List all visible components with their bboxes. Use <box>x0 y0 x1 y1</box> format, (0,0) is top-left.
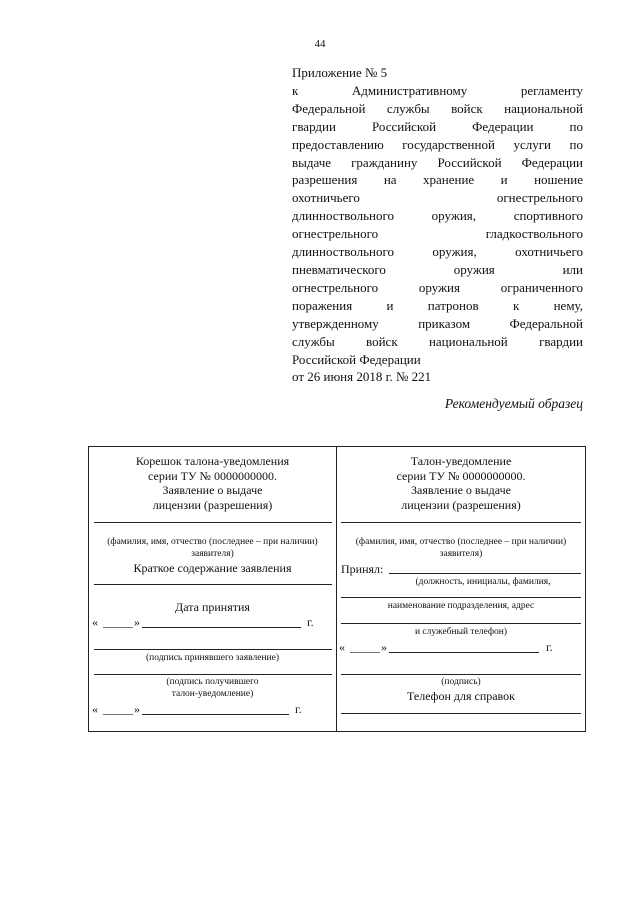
left-fio-caption <box>89 537 336 560</box>
appendix-line: выдаче гражданину Российской Федерации <box>292 154 583 170</box>
appendix-line: гвардии Российской Федерации по <box>292 118 583 134</box>
right-title-line: Талон-уведомление <box>410 454 512 468</box>
left-summary-label: Краткое содержание заявления <box>133 561 292 575</box>
right-phone-line[interactable] <box>341 713 581 714</box>
right-division-caption: наименование подразделения, адрес <box>387 601 535 611</box>
right-phone-label: Телефон для справок <box>407 689 515 703</box>
left-date-open: « <box>92 615 98 629</box>
left-date2-close: » <box>134 702 140 716</box>
left-sign-caption: (подпись принявшего заявление) <box>145 653 280 663</box>
right-accepted-label: Принял: <box>341 562 384 576</box>
left-date-label: Дата принятия <box>175 600 250 614</box>
caption-line: (фамилия, имя, отчество (последнее – при наличии) <box>107 537 318 547</box>
right-title <box>337 454 585 512</box>
left-summary-line[interactable] <box>94 584 332 585</box>
left-title <box>89 454 336 512</box>
right-date-year: г. <box>546 640 553 654</box>
page-number: 44 <box>314 38 326 50</box>
appendix-line: огнестрельного гладкоствольного <box>292 226 583 242</box>
caption-line: заявителя) <box>439 548 483 559</box>
right-date-month-line[interactable] <box>389 652 539 653</box>
left-date2-day[interactable]: _____ <box>103 702 133 716</box>
right-title-line: лицензии (разрешения) <box>401 497 521 512</box>
recommended-sample-label: Рекомендуемый образец <box>444 396 583 411</box>
left-date2-month-line[interactable] <box>142 714 289 715</box>
right-fio-caption <box>337 537 585 560</box>
appendix-line: Федеральной службы войск национальной <box>292 100 583 116</box>
appendix-line: охотничьего огнестрельного <box>292 190 583 206</box>
appendix-line: от 26 июня 2018 г. № 221 <box>292 369 432 385</box>
left-title-line: серии ТУ № 0000000000. <box>148 468 277 483</box>
right-sign-line[interactable] <box>341 674 581 675</box>
left-date2-open: « <box>92 702 98 716</box>
right-title-line: серии ТУ № 0000000000. <box>396 468 526 483</box>
appendix-line: службы войск национальной гвардии <box>292 333 583 349</box>
caption-line: (фамилия, имя, отчество (последнее – при наличии) <box>355 537 567 547</box>
appendix-line: пневматического оружия или <box>292 261 583 277</box>
left-date-month-line[interactable] <box>142 627 301 628</box>
caption-line: заявителя) <box>191 548 234 559</box>
right-title-line: Заявление о выдаче <box>411 483 511 498</box>
left-date-day[interactable]: _____ <box>103 615 133 629</box>
left-title-line: Корешок талона-уведомления <box>135 454 290 468</box>
left-date-year: г. <box>307 615 314 629</box>
left-title-line: лицензии (разрешения) <box>152 497 273 512</box>
right-position-line[interactable] <box>341 597 581 598</box>
appendix-line: предоставлению государственной услуги по <box>292 136 583 152</box>
appendix-line: длинноствольного оружия, спортивного <box>292 208 583 224</box>
appendix-line: утвержденному приказом Федеральной <box>292 315 583 331</box>
caption-line: талон-уведомление) <box>171 688 254 699</box>
left-title-line: Заявление о выдаче <box>162 483 263 498</box>
appendix-line: поражения и патронов к нему, <box>292 297 583 313</box>
left-sign-line[interactable] <box>94 649 332 650</box>
appendix-line: Российской Федерации <box>292 351 421 367</box>
right-division-line[interactable] <box>341 623 581 624</box>
appendix-line: разрешения на хранение и ношение <box>292 172 583 188</box>
caption-line: (подпись получившего <box>166 677 259 687</box>
appendix-line: Приложение № 5 <box>292 65 388 80</box>
appendix-line: огнестрельного оружия ограниченного <box>292 279 583 295</box>
left-date2-year: г. <box>295 702 302 716</box>
right-position-caption: (должность, инициалы, фамилия, <box>415 577 551 587</box>
right-date-open: « <box>339 640 345 654</box>
right-phone-caption: и служебный телефон) <box>414 627 508 637</box>
right-sign-caption: (подпись) <box>441 677 481 687</box>
right-accepted-line[interactable] <box>389 573 581 574</box>
appendix-header <box>292 64 583 386</box>
appendix-line: к Административному регламенту <box>292 82 583 98</box>
right-date-day[interactable]: _____ <box>350 640 380 654</box>
left-date-close: » <box>134 615 140 629</box>
appendix-line: длинноствольного оружия, охотничьего <box>292 244 583 260</box>
right-fio-line[interactable] <box>341 522 581 523</box>
left-fio-line[interactable] <box>94 522 332 523</box>
left-receiver-line[interactable] <box>94 674 332 675</box>
right-date-close: » <box>381 640 387 654</box>
left-receiver-caption <box>89 677 336 700</box>
